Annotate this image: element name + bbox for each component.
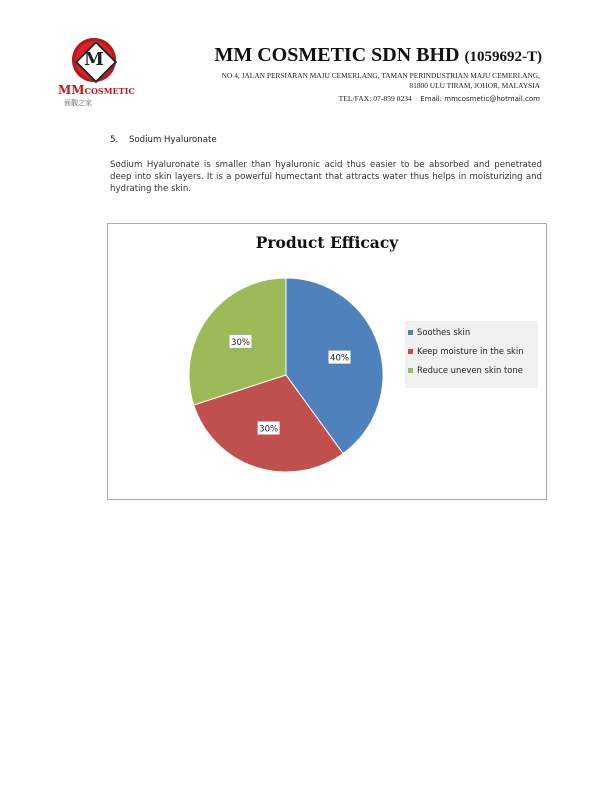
- chart-title: Product Efficacy: [255, 233, 399, 252]
- legend-item: [405, 346, 538, 357]
- data-label-1: [329, 351, 351, 364]
- legend-swatch: [408, 330, 413, 335]
- data-label-2: [258, 422, 280, 435]
- logo-emblem: [72, 38, 116, 82]
- legend-label: Keep moisture in the skin: [417, 346, 524, 356]
- pie-chart: [107, 223, 547, 500]
- email-address: Email: mmcosmetic@hotmail.com: [420, 95, 540, 103]
- logo-chinese-text: 面靓之家: [64, 99, 92, 107]
- company-name-text: MM COSMETIC SDN BHD: [214, 44, 460, 66]
- legend-item: [405, 365, 538, 376]
- logo-wordmark-big: MM: [58, 83, 85, 97]
- contact-line: [339, 94, 540, 103]
- chart-legend: [405, 321, 538, 388]
- legend-label: Soothes skin: [417, 327, 471, 337]
- data-label-text: 30%: [259, 424, 279, 435]
- legend-item: [405, 327, 538, 338]
- address-line-1: NO 4, JALAN PERSIARAN MAJU CEMERLANG, TAMAN PERINDUSTRIAN MAJU CEMERLANG,: [221, 71, 540, 80]
- data-label-3: [229, 335, 251, 348]
- section-heading: [110, 135, 217, 145]
- company-logo: [56, 38, 142, 108]
- legend-swatch: [408, 349, 413, 354]
- logo-wordmark: [58, 83, 135, 97]
- data-label-text: 40%: [330, 353, 349, 364]
- tel-fax: TEL/FAX: 07-859 0234: [338, 94, 412, 103]
- section-number: 5.: [110, 135, 119, 145]
- legend-label: Reduce uneven skin tone: [417, 365, 523, 375]
- address-line-2: 81800 ULU TIRAM, JOHOR, MALAYSIA: [409, 81, 540, 90]
- logo-letter: M: [84, 49, 104, 70]
- legend-swatch: [408, 368, 413, 373]
- section-title: Sodium Hyaluronate: [128, 135, 217, 145]
- logo-wordmark-small: COSMETIC: [84, 86, 135, 96]
- section-paragraph: Sodium Hyaluronate is smaller than hyaluronic acid thus easier to be absorbed and penetrated deep into skin layers. It is a powerful humectant that attracts water thus helps in moisturizing and hydrating the skin.: [110, 160, 542, 194]
- data-label-text: 30%: [231, 337, 250, 348]
- company-registration: (1059692-T): [464, 49, 542, 65]
- company-name: [214, 44, 542, 67]
